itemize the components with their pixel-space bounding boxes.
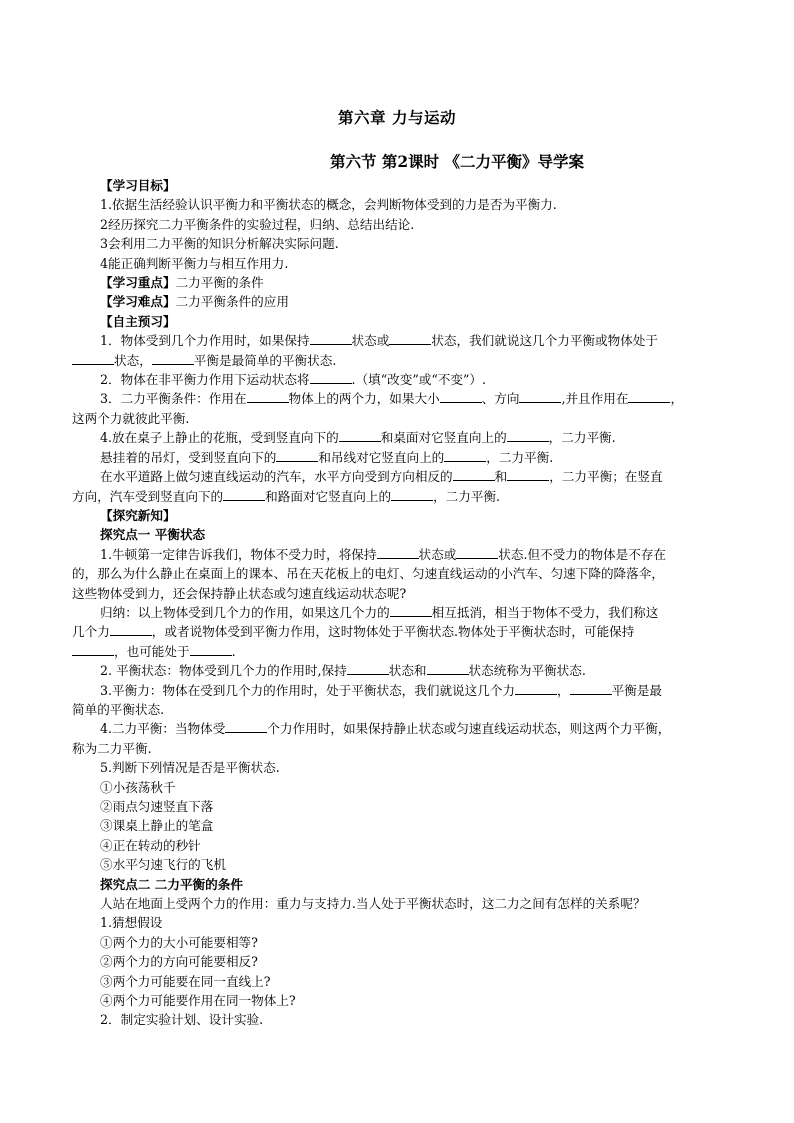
explore-p3 xyxy=(72,661,728,680)
goal-item: 1.依据生活经验认识平衡力和平衡状态的概念，会判断物体受到的力是否为平衡力. xyxy=(100,197,557,213)
blank[interactable] xyxy=(628,390,670,403)
judge-item: ②雨点匀速竖直下落 xyxy=(100,799,214,814)
text: 2．物体在非平衡力作用下运动状态将 xyxy=(100,372,310,388)
text: 平衡是最简单的平衡状态. xyxy=(193,352,337,368)
lesson-title: 第六节 第2课时 《二力平衡》导学案 xyxy=(329,152,585,171)
judge-item: ④正在转动的秒针 xyxy=(100,837,201,853)
explore-p2-line3 xyxy=(72,642,728,661)
text: 和吊线对它竖直向上的 xyxy=(318,449,445,465)
text: 状态和 xyxy=(388,663,427,679)
explore-p4-line2: 简单的平衡状态. xyxy=(72,701,165,717)
explore-point1-title: 探究点一 平衡状态 xyxy=(100,527,206,543)
explore-p1-line1 xyxy=(72,545,728,564)
blank[interactable] xyxy=(310,332,352,345)
explore-p9: 2．制定实验计划、设计实验. xyxy=(100,1012,264,1028)
goal-item: 2经历探究二力平衡条件的实验过程，归纳、总结出结论. xyxy=(100,216,415,232)
blank[interactable] xyxy=(390,604,432,617)
text: ， xyxy=(557,682,570,698)
judge-item: ⑤水平匀速飞行的飞机 xyxy=(100,857,226,873)
blank[interactable] xyxy=(507,429,549,442)
text: 和路面对它竖直向上的 xyxy=(265,488,392,504)
guess-item: ③两个力可能要在同一直线上? xyxy=(100,973,271,989)
preview-q4 xyxy=(72,428,728,447)
explore-p5-line1 xyxy=(72,719,728,738)
blank[interactable] xyxy=(225,720,267,733)
blank[interactable] xyxy=(519,390,561,403)
blank[interactable] xyxy=(72,352,114,365)
blank[interactable] xyxy=(440,390,482,403)
explore-p2-line1 xyxy=(72,603,728,622)
blank[interactable] xyxy=(515,682,557,695)
text: 4.二力平衡：当物体受 xyxy=(100,721,226,737)
preview-q6-line2 xyxy=(72,487,728,506)
text: 4.放在桌子上静止的花瓶，受到竖直向下的 xyxy=(100,430,339,446)
text: 状态.但不受力的物体是不存在 xyxy=(498,546,667,562)
text: ，二力平衡. xyxy=(433,488,501,504)
difficulty-heading: 【学习难点】 xyxy=(100,294,176,310)
goal-item: 4能正确判断平衡力与相互作用力. xyxy=(100,255,289,271)
text: . xyxy=(231,643,236,659)
text: ,并且作用在 xyxy=(561,391,629,407)
blank[interactable] xyxy=(427,662,469,675)
explore-heading: 【探究新知】 xyxy=(100,507,176,523)
text: 和桌面对它竖直向上的 xyxy=(380,430,507,446)
blank[interactable] xyxy=(391,488,433,501)
text: 几个力 xyxy=(72,624,110,640)
text: 2. 平衡状态：物体受到几个力的作用时,保持 xyxy=(100,663,347,679)
text: 归纳：以上物体受到几个力的作用，如果这几个力的 xyxy=(100,604,390,620)
judge-item: ①小孩荡秋千 xyxy=(100,779,176,795)
blank[interactable] xyxy=(310,371,352,384)
preview-heading: 【自主预习】 xyxy=(100,313,176,329)
text: ，也可能处于 xyxy=(114,643,190,659)
blank[interactable] xyxy=(347,662,389,675)
difficulty xyxy=(72,292,728,311)
text: 状态统称为平衡状态. xyxy=(468,663,586,679)
text: 状态， xyxy=(114,352,152,368)
text: 状态，我们就说这几个力平衡或物体处于 xyxy=(431,333,658,349)
text: 相互抵消，相当于物体不受力，我们称这 xyxy=(431,604,659,620)
text: 在水平道路上做匀速直线运动的汽车，水平方向受到方向相反的 xyxy=(100,469,453,485)
text: 平衡是最 xyxy=(611,682,662,698)
document-body xyxy=(72,176,728,1030)
blank[interactable] xyxy=(110,623,152,636)
blank[interactable] xyxy=(223,488,265,501)
judge-item: ③课桌上静止的笔盒 xyxy=(100,818,214,834)
text: 状态或 xyxy=(351,333,390,349)
preview-q5 xyxy=(72,448,728,467)
explore-p5-line2: 称为二力平衡. xyxy=(72,740,152,756)
blank[interactable] xyxy=(453,468,495,481)
blank[interactable] xyxy=(152,352,194,365)
difficulty-text: 二力平衡条件的应用 xyxy=(175,294,289,310)
text: ，或者说物体受到平衡力作用，这时物体处于平衡状态.物体处于平衡状态时，可能保持 xyxy=(151,624,635,640)
chapter-title: 第六章 力与运动 xyxy=(338,108,456,127)
guess-item: ④两个力可能要作用在同一物体上? xyxy=(100,993,296,1009)
goals-heading: 【学习目标】 xyxy=(100,178,176,193)
key-point xyxy=(72,273,728,292)
preview-q1-line2 xyxy=(72,351,728,370)
preview-q1-line1 xyxy=(72,331,728,350)
blank[interactable] xyxy=(276,449,318,462)
blank[interactable] xyxy=(190,643,232,656)
blank[interactable] xyxy=(389,332,431,345)
goal-item: 3会利用二力平衡的知识分析解决实际问题. xyxy=(100,236,339,252)
preview-q6-line1 xyxy=(72,467,728,486)
explore-p6: 5.判断下列情况是否是平衡状态. xyxy=(100,760,280,776)
explore-p1-line3: 这些物体受到力，还会保持静止状态或匀速直线运动状态呢? xyxy=(72,585,407,601)
blank[interactable] xyxy=(339,429,381,442)
explore-p1-line2: 的，那么为什么静止在桌面上的课本、吊在天花板上的电灯、匀速直线运动的小汽车、匀速下降的降落伞， xyxy=(72,566,664,582)
guess-item: ①两个力的大小可能要相等? xyxy=(100,934,258,950)
explore-point2-title: 探究点二 二力平衡的条件 xyxy=(100,876,243,892)
blank[interactable] xyxy=(72,643,114,656)
blank[interactable] xyxy=(247,390,289,403)
explore-p8: 1.猜想假设 xyxy=(100,915,163,931)
guess-item: ②两个力的方向可能要相反? xyxy=(100,954,258,970)
text: 个力作用时，如果保持静止状态或匀速直线运动状态，则这两个力平衡， xyxy=(267,721,671,737)
text: 3.平衡力：物体在受到几个力的作用时，处于平衡状态，我们就说这几个力 xyxy=(100,682,516,698)
text: 3．二力平衡条件：作用在 xyxy=(100,391,247,407)
text: 悬挂着的吊灯，受到竖直向下的 xyxy=(100,449,277,465)
text: ，二力平衡. xyxy=(548,430,616,446)
text: 和 xyxy=(494,469,508,485)
preview-q3-line2: 这两个力就彼此平衡. xyxy=(72,410,190,426)
key-point-text: 二力平衡的条件 xyxy=(175,275,264,291)
text: ， xyxy=(670,391,684,407)
explore-p2-line2 xyxy=(72,622,728,641)
explore-p7: 人站在地面上受两个力的作用：重力与支持力.当人处于平衡状态时，这二力之间有怎样的关系呢？ xyxy=(100,896,646,912)
text: 物体上的两个力，如果大小 xyxy=(288,391,440,407)
text: ，二力平衡；在竖直 xyxy=(549,469,663,485)
blank[interactable] xyxy=(456,546,498,559)
text: 、方向 xyxy=(481,391,520,407)
text: 1.牛顿第一定律告诉我们，物体不受力时，将保持 xyxy=(100,546,377,562)
text: .（填“改变”或“不变”）. xyxy=(351,372,487,388)
blank[interactable] xyxy=(507,468,549,481)
preview-q3-line1 xyxy=(72,389,728,408)
blank[interactable] xyxy=(377,546,419,559)
blank[interactable] xyxy=(570,682,612,695)
explore-p4-line1 xyxy=(72,681,728,700)
blank[interactable] xyxy=(444,449,486,462)
text: ，二力平衡. xyxy=(486,449,554,465)
preview-q2 xyxy=(72,370,728,389)
text: 1．物体受到几个力作用时，如果保持 xyxy=(100,333,310,349)
text: 状态或 xyxy=(418,546,457,562)
text: 方向，汽车受到竖直向下的 xyxy=(72,488,224,504)
key-point-heading: 【学习重点】 xyxy=(100,275,176,291)
